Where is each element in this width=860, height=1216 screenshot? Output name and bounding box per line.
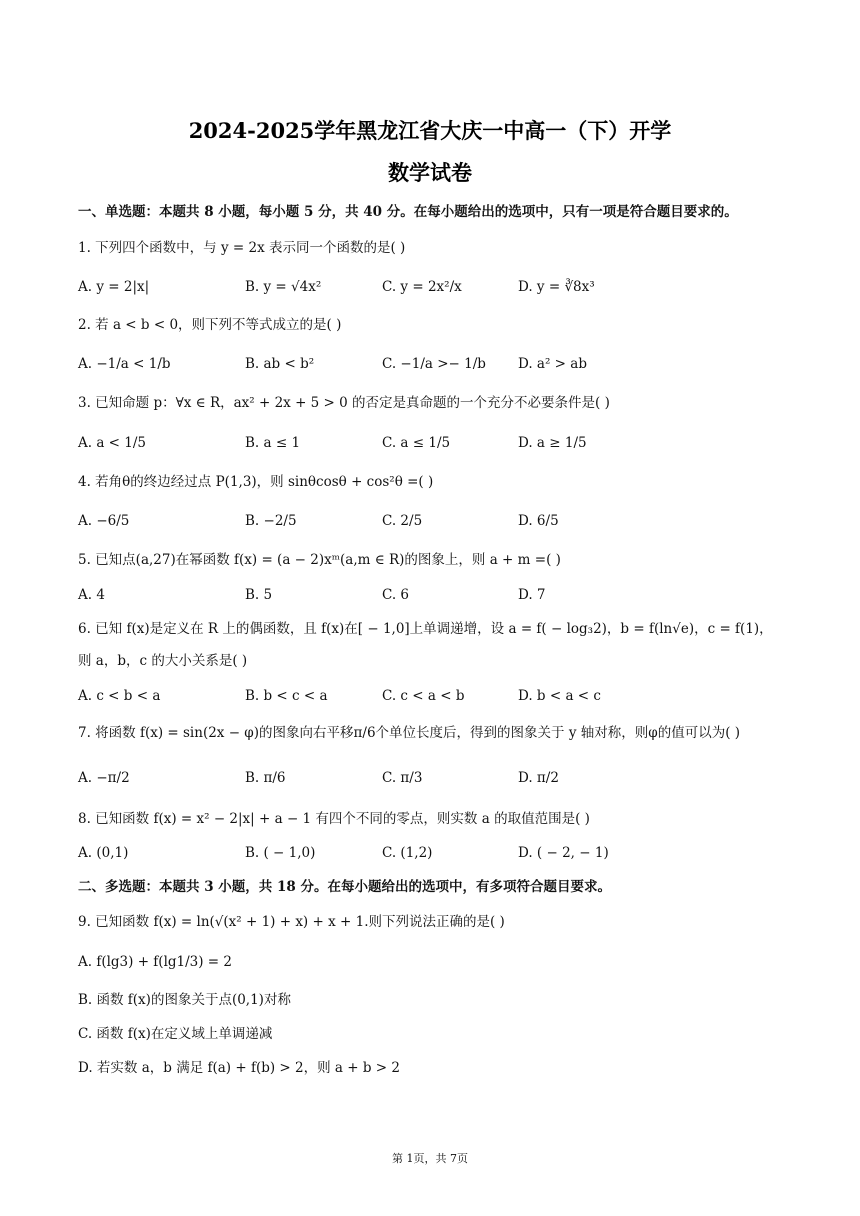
question-2-option-b: B. ab < b² bbox=[245, 356, 315, 372]
question-9-option-b: B. 函数 f(x)的图象关于点(0,1)对称 bbox=[78, 992, 291, 1008]
question-8-stem: 8. 已知函数 f(x) = x² − 2|x| + a − 1 有四个不同的零点，则实数 a 的取值范围是( ) bbox=[78, 811, 590, 827]
question-4-stem: 4. 若角θ的终边经过点 P(1,3)，则 sinθcosθ + cos²θ =( ) bbox=[78, 474, 434, 490]
question-5-option-a: A. 4 bbox=[78, 587, 105, 603]
question-6-option-a: A. c < b < a bbox=[78, 688, 161, 704]
question-3-stem: 3. 已知命题 p：∀x ∈ R，ax² + 2x + 5 > 0 的否定是真命题的一个充分不必要条件是( ) bbox=[78, 395, 610, 411]
exam-subtitle: 数学试卷 bbox=[388, 160, 472, 185]
question-2-option-d: D. a² > ab bbox=[518, 356, 587, 372]
question-6-option-b: B. b < c < a bbox=[245, 688, 328, 704]
section-2-heading: 二、多选题：本题共 3 小题，共 18 分。在每小题给出的选项中，有多项符合题目要求。 bbox=[78, 879, 611, 895]
question-6-stem-line-2: 则 a，b，c 的大小关系是( ) bbox=[78, 653, 248, 669]
question-1-option-d: D. y = ∛8x³ bbox=[518, 279, 595, 295]
question-2-option-c: C. −1/a >− 1/b bbox=[382, 356, 486, 372]
question-9-stem: 9. 已知函数 f(x) = ln(√(x² + 1) + x) + x + 1.则下列说法正确的是( ) bbox=[78, 914, 505, 930]
question-2-stem: 2. 若 a < b < 0，则下列不等式成立的是( ) bbox=[78, 317, 342, 333]
question-8-option-b: B. ( − 1,0) bbox=[245, 845, 316, 861]
section-1-heading: 一、单选题：本题共 8 小题，每小题 5 分，共 40 分。在每小题给出的选项中，只有一项是符合题目要求的。 bbox=[78, 204, 738, 220]
question-5-stem: 5. 已知点(a,27)在幂函数 f(x) = (a − 2)xᵐ(a,m ∈ R)的图象上，则 a + m =( ) bbox=[78, 552, 561, 568]
question-3-option-c: C. a ≤ 1/5 bbox=[382, 435, 451, 451]
exam-title: 2024-2025学年黑龙江省大庆一中高一（下）开学 bbox=[188, 118, 672, 143]
question-1-option-b: B. y = √4x² bbox=[245, 279, 322, 295]
question-3-option-d: D. a ≥ 1/5 bbox=[518, 435, 587, 451]
question-1-option-c: C. y = 2x²/x bbox=[382, 279, 462, 295]
page-footer: 第 1页，共 7页 bbox=[392, 1152, 468, 1165]
question-3-option-a: A. a < 1/5 bbox=[78, 435, 147, 451]
question-9-option-a: A. f(lg3) + f(lg1/3) = 2 bbox=[78, 954, 233, 970]
question-8-option-c: C. (1,2) bbox=[382, 845, 433, 861]
question-9-option-d: D. 若实数 a，b 满足 f(a) + f(b) > 2，则 a + b > 2 bbox=[78, 1060, 400, 1076]
question-7-option-c: C. π/3 bbox=[382, 770, 423, 786]
question-6-stem-line-1: 6. 已知 f(x)是定义在 R 上的偶函数，且 f(x)在[ − 1,0]上单调递增，设 a = f( − log₃2)，b = f(ln√e)，c = f(1)， bbox=[78, 621, 773, 637]
question-8-option-d: D. ( − 2, − 1) bbox=[518, 845, 609, 861]
question-2-option-a: A. −1/a < 1/b bbox=[78, 356, 171, 372]
question-4-option-c: C. 2/5 bbox=[382, 513, 423, 529]
question-1-option-a: A. y = 2|x| bbox=[78, 279, 150, 295]
question-7-option-a: A. −π/2 bbox=[78, 770, 130, 786]
question-3-option-b: B. a ≤ 1 bbox=[245, 435, 301, 451]
question-4-option-b: B. −2/5 bbox=[245, 513, 297, 529]
question-5-option-c: C. 6 bbox=[382, 587, 410, 603]
question-4-option-d: D. 6/5 bbox=[518, 513, 559, 529]
question-6-option-d: D. b < a < c bbox=[518, 688, 601, 704]
question-9-option-c: C. 函数 f(x)在定义域上单调递减 bbox=[78, 1026, 273, 1042]
question-5-option-b: B. 5 bbox=[245, 587, 273, 603]
question-7-option-d: D. π/2 bbox=[518, 770, 559, 786]
question-4-option-a: A. −6/5 bbox=[78, 513, 130, 529]
question-8-option-a: A. (0,1) bbox=[78, 845, 129, 861]
question-7-stem: 7. 将函数 f(x) = sin(2x − φ)的图象向右平移π/6个单位长度后，得到的图象关于 y 轴对称，则φ的值可以为( ) bbox=[78, 725, 741, 741]
question-7-option-b: B. π/6 bbox=[245, 770, 286, 786]
question-6-option-c: C. c < a < b bbox=[382, 688, 465, 704]
question-1-stem: 1. 下列四个函数中，与 y = 2x 表示同一个函数的是( ) bbox=[78, 240, 406, 256]
question-5-option-d: D. 7 bbox=[518, 587, 546, 603]
